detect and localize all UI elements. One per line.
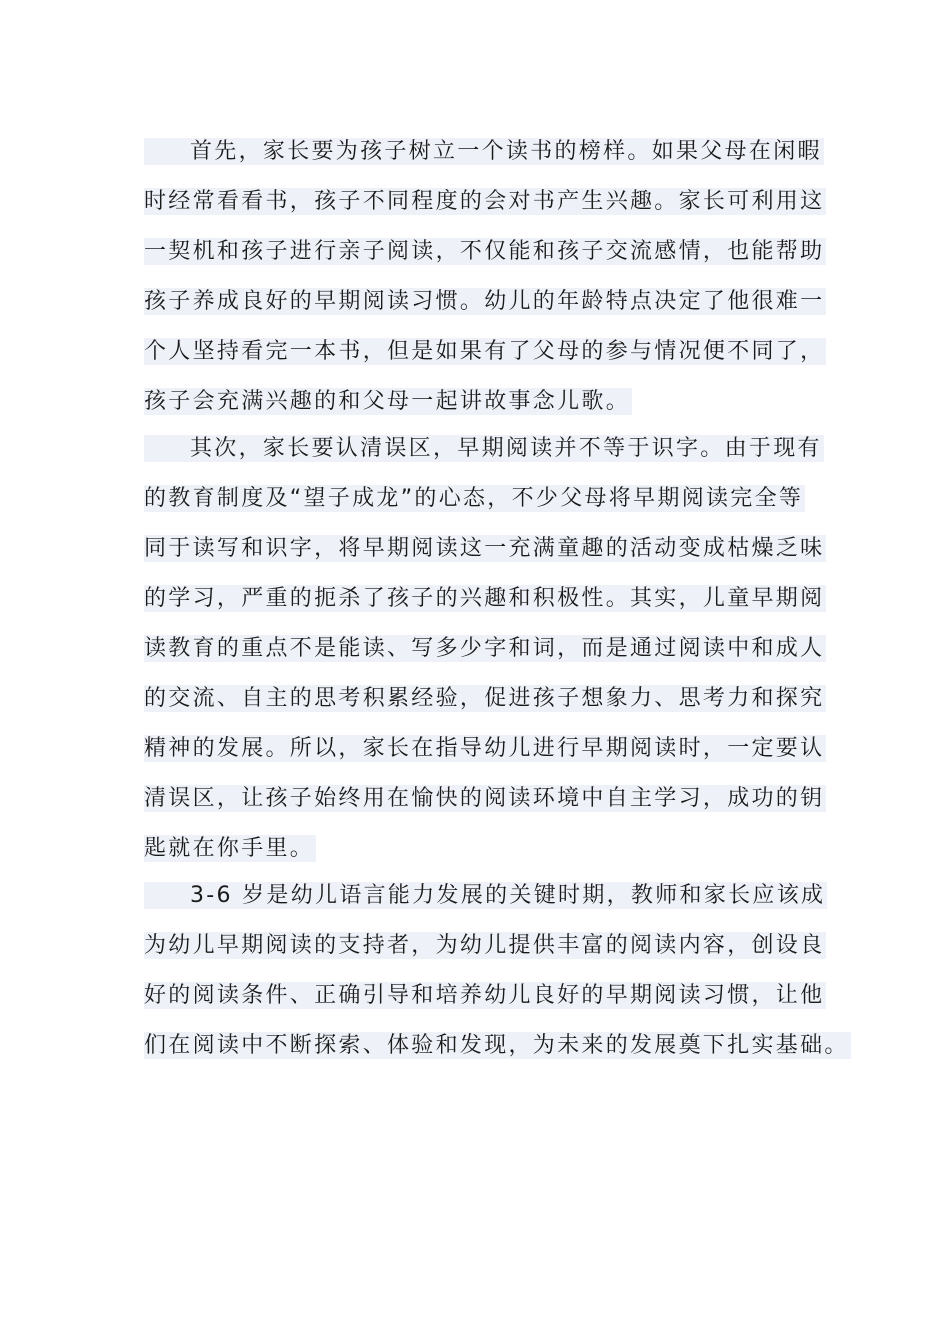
text-line	[144, 824, 826, 874]
text-line	[144, 971, 851, 1021]
text-line	[144, 774, 826, 824]
text-line	[144, 674, 826, 724]
line-text: 孩子会充满兴趣的和父母一起讲故事念儿歌。	[144, 389, 631, 414]
text-line	[144, 424, 826, 474]
text-line	[144, 227, 826, 277]
text-line	[144, 624, 826, 674]
line-text: 孩子养成良好的早期阅读习惯。幼儿的年龄特点决定了他很难一	[144, 289, 825, 314]
line-text: 同于读写和识字，将早期阅读这一充满童趣的活动变成枯燥乏味	[144, 536, 825, 561]
line-text: 读教育的重点不是能读、写多少字和词，而是通过阅读中和成人	[144, 636, 825, 661]
line-text: 好的阅读条件、正确引导和培养幼儿良好的早期阅读习惯，让他	[144, 983, 825, 1008]
text-line	[144, 524, 826, 574]
text-line	[144, 127, 826, 177]
text-line	[144, 327, 826, 377]
paragraph-3	[144, 871, 851, 1071]
text-line	[144, 921, 851, 971]
text-line	[144, 177, 826, 227]
line-text: 匙就在你手里。	[144, 836, 315, 861]
text-line	[144, 277, 826, 327]
line-text: 其次，家长要认清误区，早期阅读并不等于识字。由于现有	[144, 435, 824, 462]
paragraph-2	[144, 424, 826, 874]
text-line	[144, 377, 826, 427]
line-text: 个人坚持看完一本书，但是如果有了父母的参与情况便不同了，	[144, 339, 825, 364]
line-text: 首先，家长要为孩子树立一个读书的榜样。如果父母在闲暇	[144, 138, 824, 165]
text-line	[144, 474, 826, 524]
line-text: 精神的发展。所以，家长在指导幼儿进行早期阅读时，一定要认	[144, 736, 825, 761]
text-line	[144, 724, 826, 774]
line-text: 的学习，严重的扼杀了孩子的兴趣和积极性。其实，儿童早期阅	[144, 586, 825, 611]
text-line	[144, 1021, 851, 1071]
line-text: 的交流、自主的思考积累经验，促进孩子想象力、思考力和探究	[144, 686, 825, 711]
line-text: 的教育制度及“望子成龙”的心态，不少父母将早期阅读完全等	[144, 486, 804, 511]
text-line	[144, 871, 851, 921]
line-text: 清误区，让孩子始终用在愉快的阅读环境中自主学习，成功的钥	[144, 786, 825, 811]
text-line	[144, 574, 826, 624]
line-text: 3-6 岁是幼儿语言能力发展的关键时期，教师和家长应该成	[144, 882, 827, 909]
paragraph-1	[144, 127, 826, 427]
line-text: 为幼儿早期阅读的支持者，为幼儿提供丰富的阅读内容，创设良	[144, 933, 825, 958]
line-text: 一契机和孩子进行亲子阅读，不仅能和孩子交流感情，也能帮助	[144, 239, 825, 264]
line-text: 时经常看看书，孩子不同程度的会对书产生兴趣。家长可利用这	[144, 189, 825, 214]
line-text: 们在阅读中不断探索、体验和发现，为未来的发展奠下扎实基础。	[144, 1033, 849, 1058]
